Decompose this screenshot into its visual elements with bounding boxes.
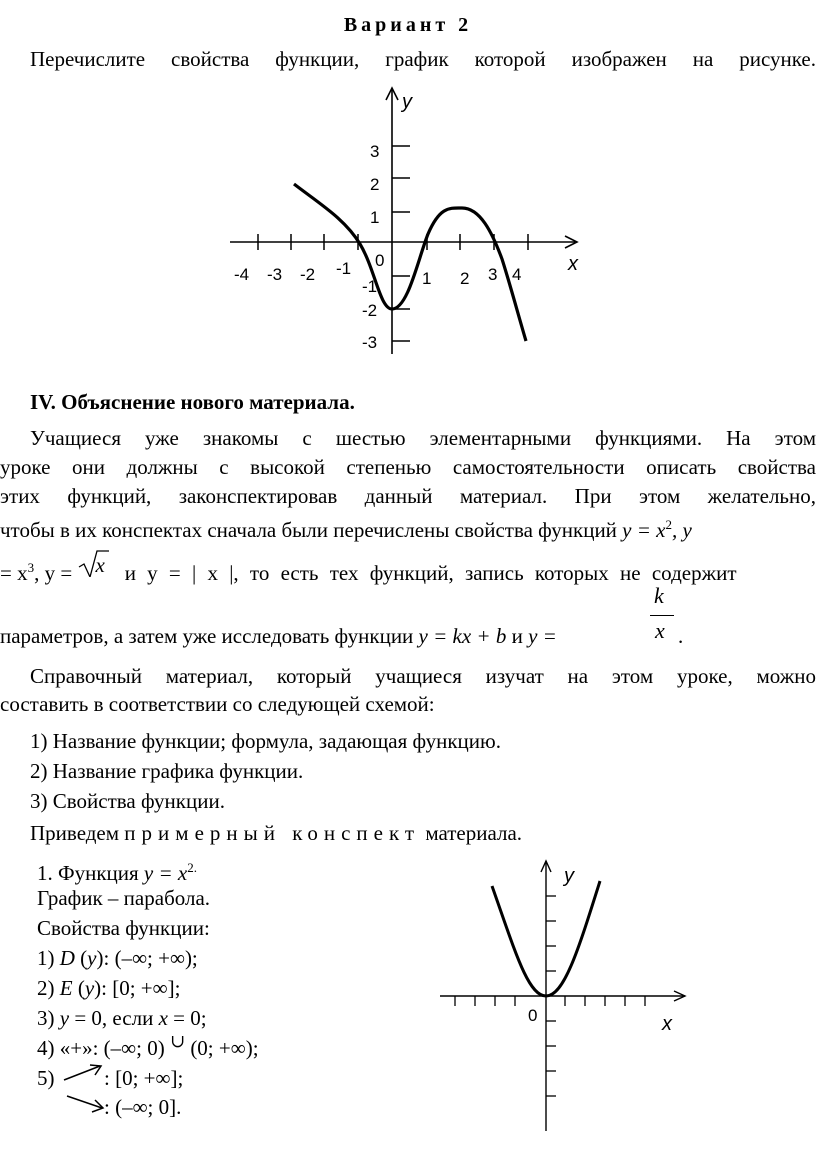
property-3: 3) y = 0, если x = 0; <box>37 1006 207 1030</box>
svg-text:2: 2 <box>370 175 380 194</box>
function-graph-1 <box>230 84 590 359</box>
para1-line5: = $x^3$, y = x и y = | x |, то есть тех функций, запись которых не содержит <box>0 553 737 585</box>
sqrt-symbol: x <box>77 555 109 581</box>
svg-text:-1: -1 <box>362 277 378 296</box>
conspect-function: 1. Функция $y = x^{2.}$ <box>37 860 197 885</box>
scheme-item-3: 3) Свойства функции. <box>30 789 225 813</box>
svg-text:-3: -3 <box>362 333 378 352</box>
y-tick-labels <box>362 142 379 352</box>
svg-text:-1: -1 <box>336 259 352 278</box>
svg-text:-4: -4 <box>234 265 250 284</box>
parabola-graph <box>440 856 690 1136</box>
variant-title: Вариант 2 <box>343 14 473 36</box>
para1-line3: этих функций, законспектировав данный материал. При этом желательно, <box>0 484 816 508</box>
para2-line1: Справочный материал, который учащиеся изучат на этом уроке, можно <box>30 664 816 688</box>
svg-text:-2: -2 <box>300 265 316 284</box>
property-2: 2) E (y): [0; +∞]; <box>37 976 181 1000</box>
svg-text:3: 3 <box>488 265 498 284</box>
x-axis-label: x <box>568 253 578 275</box>
scheme-item-1: 1) Название функции; формула, задающая функцию. <box>30 729 501 753</box>
property-4: 4) «+»: (–∞; 0) ∪ (0; +∞); <box>37 1031 259 1060</box>
svg-text:1: 1 <box>422 269 432 288</box>
fraction-bar <box>650 615 674 616</box>
y-ticks <box>392 146 410 341</box>
conspect-props-title: Свойства функции: <box>37 916 210 940</box>
parabola-origin-label: 0 <box>528 1006 538 1025</box>
svg-text:-2: -2 <box>362 301 378 320</box>
svg-text:2: 2 <box>460 269 470 288</box>
para1-line1: Учащиеся уже знакомы с шестью элементарными функциями. На этом <box>30 426 816 450</box>
decreasing-arrow-icon <box>64 1092 108 1114</box>
parabola-x-label: x <box>662 1013 672 1035</box>
svg-text:3: 3 <box>370 142 380 161</box>
scheme-item-2: 2) Название графика функции. <box>30 759 304 783</box>
property-5-decrease: : (–∞; 0]. <box>104 1095 182 1119</box>
x-ticks <box>455 996 645 1006</box>
fraction-denominator: x <box>655 618 665 643</box>
section-title: IV. Объяснение нового материала. <box>30 390 355 414</box>
svg-text:-3: -3 <box>267 265 283 284</box>
svg-text:4: 4 <box>512 265 522 284</box>
increasing-arrow-icon <box>60 1062 106 1084</box>
property-5-increase: : [0; +∞]; <box>104 1066 184 1090</box>
function-curve <box>294 184 526 341</box>
para1-line4: чтобы в их конспектах сначала были перечислены свойства функций $y = x^2$, y <box>0 517 692 542</box>
para1-line2: уроке они должны с высокой степенью самостоятельности описать свойства <box>0 455 816 479</box>
fraction-numerator: k <box>654 583 664 608</box>
property-5: 5) <box>37 1066 55 1090</box>
example-line: Приведем примерный конспект материала. <box>30 821 523 845</box>
svg-text:1: 1 <box>370 208 380 227</box>
parabola-y-label: y <box>564 865 574 887</box>
conspect-graph-type: График – парабола. <box>37 886 211 910</box>
task-text: Перечислите свойства функции, график которой изображен на рисунке. <box>30 47 816 71</box>
property-1: 1) D (y): (–∞; +∞); <box>37 946 198 970</box>
para1-line6: параметров, а затем уже исследовать функции y = kx + b и y = <box>0 624 557 648</box>
x-tick-labels <box>234 251 521 288</box>
svg-text:0: 0 <box>375 251 385 270</box>
y-axis-label: y <box>402 91 412 113</box>
para1-period: . <box>678 624 684 648</box>
para2-line2: составить в соответствии со следующей схемой: <box>0 692 435 716</box>
